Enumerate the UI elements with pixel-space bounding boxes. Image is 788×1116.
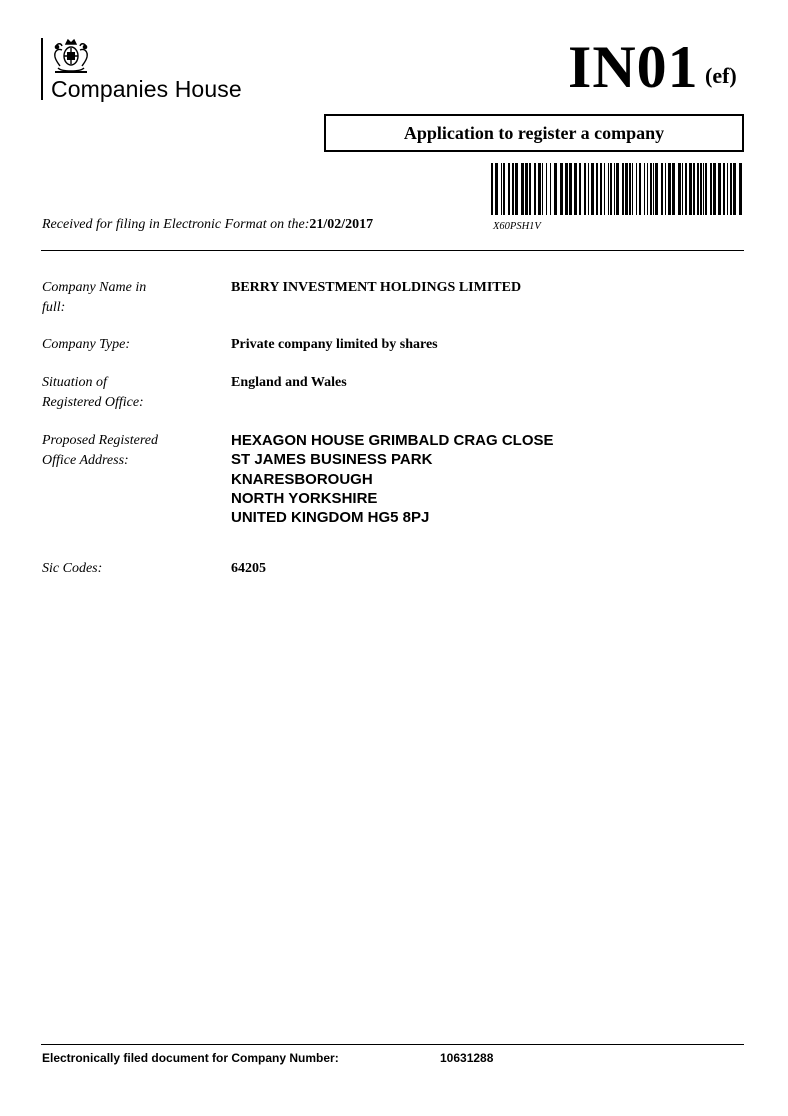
barcode-bar (610, 163, 612, 215)
address-label-line: Office Address: (42, 453, 129, 468)
header-divider (41, 250, 744, 251)
received-line (42, 217, 373, 233)
barcode-bar (668, 163, 671, 215)
sic-codes-value: 64205 (231, 561, 266, 576)
barcode-bar (534, 163, 536, 215)
company-type-label: Company Type: (42, 337, 130, 352)
barcode-bar (697, 163, 699, 215)
footer-label: Electronically filed document for Company Number: (42, 1051, 339, 1065)
barcode-bar (713, 163, 716, 215)
form-code: IN01 (568, 34, 699, 100)
barcode-bar (629, 163, 631, 215)
barcode-bar (515, 163, 518, 215)
barcode-bar (604, 163, 605, 215)
barcode-bar (538, 163, 541, 215)
situation-label-line: Registered Office: (42, 395, 144, 410)
barcode-bar (723, 163, 725, 215)
footer-divider (41, 1044, 744, 1045)
company-number: 10631288 (440, 1051, 494, 1065)
royal-crest-icon (50, 38, 92, 78)
barcode-bar (703, 163, 704, 215)
barcode-bar (508, 163, 510, 215)
barcode-bar (625, 163, 628, 215)
barcode-bar (655, 163, 658, 215)
barcode-bar (632, 163, 633, 215)
company-name-label (42, 278, 146, 318)
situation-label-line: Situation of (42, 375, 107, 390)
address-label-line: Proposed Registered (42, 433, 158, 448)
barcode-bar (614, 163, 615, 215)
received-date: 21/02/2017 (309, 217, 374, 232)
barcode-bar (491, 163, 493, 215)
barcode-bar (710, 163, 712, 215)
barcode-bar (550, 163, 551, 215)
barcode-bar (584, 163, 586, 215)
barcode-bar (650, 163, 652, 215)
barcode-bar (622, 163, 624, 215)
barcode-bar (546, 163, 547, 215)
barcode-bar (718, 163, 721, 215)
company-name-label-line: full: (42, 300, 66, 315)
barcode-bar (560, 163, 563, 215)
barcode-bar (542, 163, 543, 215)
barcode-bar (700, 163, 702, 215)
sic-codes-label: Sic Codes: (42, 561, 103, 576)
received-label: Received for filing in Electronic Format on the: (42, 217, 310, 232)
barcode-bar (579, 163, 581, 215)
barcode-bar (653, 163, 654, 215)
barcode-bar (636, 163, 637, 215)
barcode-bar (639, 163, 641, 215)
barcode-bar (512, 163, 514, 215)
form-code-suffix: (ef) (705, 63, 737, 88)
barcode-bar (608, 163, 609, 215)
address-line: ST JAMES BUSINESS PARK (231, 451, 433, 469)
barcode-bar (672, 163, 675, 215)
barcode-bar (554, 163, 557, 215)
document-title-box (324, 114, 744, 152)
barcode-bar (689, 163, 692, 215)
brand-name: Companies House (51, 76, 242, 102)
barcode-bar (521, 163, 524, 215)
barcode-bar (739, 163, 742, 215)
barcode-bar (693, 163, 695, 215)
barcode-bar (591, 163, 594, 215)
barcode-bar (733, 163, 736, 215)
logo-divider (41, 38, 43, 100)
document-title: Application to register a company (403, 122, 665, 143)
barcode-bar (596, 163, 598, 215)
barcode-bar (600, 163, 602, 215)
barcode-bar (616, 163, 619, 215)
barcode-bar (644, 163, 645, 215)
barcode-bar (705, 163, 707, 215)
address-line: HEXAGON HOUSE GRIMBALD CRAG CLOSE (231, 432, 554, 449)
barcode-bar (665, 163, 666, 215)
barcode-bar (727, 163, 728, 215)
address-label (42, 431, 158, 471)
barcode-bar (569, 163, 572, 215)
barcode-bar (495, 163, 498, 215)
barcode-bar (574, 163, 577, 215)
company-name-value: BERRY INVESTMENT HOLDINGS LIMITED (231, 280, 522, 295)
barcode-icon (491, 163, 744, 215)
barcode-bar (730, 163, 732, 215)
barcode-bar (529, 163, 531, 215)
address-value (231, 431, 554, 527)
company-name-label-line: Company Name in (42, 280, 147, 295)
barcode-bar (678, 163, 681, 215)
barcode-bar (503, 163, 505, 215)
address-line: NORTH YORKSHIRE (231, 489, 378, 507)
address-line: UNITED KINGDOM HG5 8PJ (231, 509, 430, 527)
barcode-bar (501, 163, 502, 215)
barcode-code: X60PSH1V (493, 221, 541, 232)
barcode-bar (647, 163, 648, 215)
address-line: KNARESBOROUGH (231, 470, 373, 488)
barcode-bar (588, 163, 589, 215)
company-type-value: Private company limited by shares (231, 337, 438, 352)
barcode-bar (565, 163, 568, 215)
barcode-bar (661, 163, 663, 215)
situation-value: England and Wales (231, 375, 347, 390)
barcode-bar (525, 163, 528, 215)
situation-label (42, 373, 144, 413)
barcode-bar (682, 163, 683, 215)
barcode-bar (685, 163, 687, 215)
